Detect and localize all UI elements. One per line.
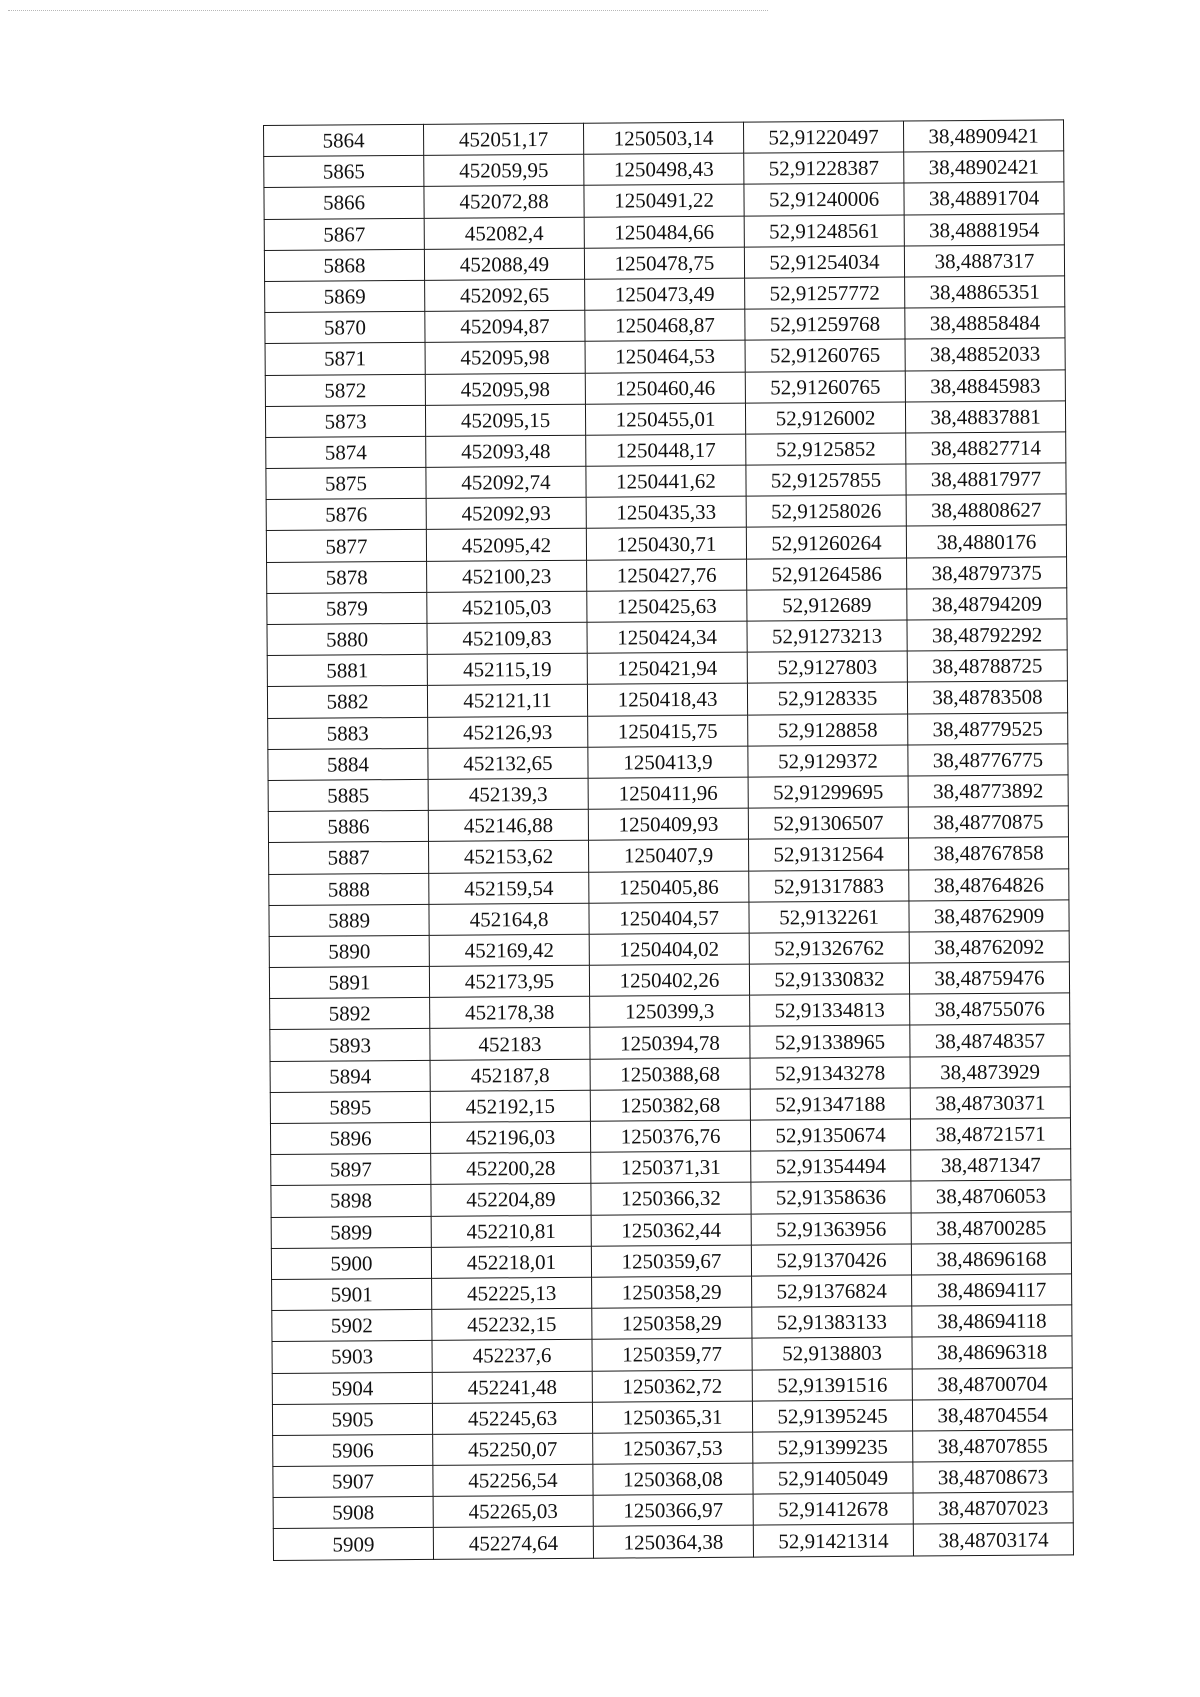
table-row (270, 1118, 1070, 1155)
y-coordinate-cell: 1250388,68 (590, 1058, 750, 1090)
y-coordinate-cell: 1250362,44 (591, 1214, 751, 1246)
point-number-cell: 5895 (270, 1091, 430, 1123)
x-coordinate-cell: 452088,49 (424, 248, 584, 280)
latitude-cell: 52,91306507 (748, 807, 908, 839)
latitude-cell: 52,91326762 (749, 932, 909, 964)
table-row (264, 120, 1064, 157)
y-coordinate-cell: 1250358,29 (592, 1276, 752, 1308)
longitude-cell: 38,48762909 (909, 900, 1069, 932)
x-coordinate-cell: 452225,13 (432, 1277, 592, 1309)
y-coordinate-cell: 1250411,96 (588, 777, 748, 809)
point-number-cell: 5879 (267, 592, 427, 624)
y-coordinate-cell: 1250448,17 (586, 434, 746, 466)
y-coordinate-cell: 1250468,87 (585, 309, 745, 341)
x-coordinate-cell: 452109,83 (427, 622, 587, 654)
latitude-cell: 52,91259768 (745, 308, 905, 340)
point-number-cell: 5888 (269, 873, 429, 905)
point-number-cell: 5871 (265, 343, 425, 375)
y-coordinate-cell: 1250418,43 (587, 684, 747, 716)
longitude-cell: 38,48770875 (908, 806, 1068, 838)
latitude-cell: 52,912689 (747, 589, 907, 621)
longitude-cell: 38,48704554 (912, 1399, 1072, 1431)
latitude-cell: 52,91228387 (744, 152, 904, 184)
x-coordinate-cell: 452146,88 (428, 809, 588, 841)
table-row (269, 900, 1069, 937)
point-number-cell: 5875 (266, 467, 426, 499)
longitude-cell: 38,48700285 (911, 1211, 1071, 1243)
x-coordinate-cell: 452256,54 (433, 1464, 593, 1496)
y-coordinate-cell: 1250415,75 (588, 715, 748, 747)
point-number-cell: 5887 (269, 842, 429, 874)
coordinates-table (263, 119, 1074, 1560)
latitude-cell: 52,91258026 (746, 495, 906, 527)
table-row (270, 1056, 1070, 1093)
latitude-cell: 52,9128858 (748, 714, 908, 746)
longitude-cell: 38,48881954 (904, 213, 1064, 245)
x-coordinate-cell: 452105,03 (427, 591, 587, 623)
longitude-cell: 38,48779525 (908, 712, 1068, 744)
table-row (269, 837, 1069, 874)
y-coordinate-cell: 1250503,14 (583, 122, 743, 154)
latitude-cell: 52,91334813 (750, 994, 910, 1026)
y-coordinate-cell: 1250399,3 (590, 995, 750, 1027)
coordinates-table-body (264, 120, 1074, 1560)
point-number-cell: 5896 (270, 1122, 430, 1154)
table-row (268, 806, 1068, 843)
longitude-cell: 38,48707855 (913, 1430, 1073, 1462)
latitude-cell: 52,9132261 (749, 901, 909, 933)
point-number-cell: 5876 (266, 499, 426, 531)
latitude-cell: 52,91257772 (745, 277, 905, 309)
longitude-cell: 38,48788725 (907, 650, 1067, 682)
table-row (267, 650, 1067, 687)
y-coordinate-cell: 1250473,49 (585, 278, 745, 310)
longitude-cell: 38,48755076 (910, 993, 1070, 1025)
y-coordinate-cell: 1250409,93 (588, 808, 748, 840)
latitude-cell: 52,9129372 (748, 745, 908, 777)
x-coordinate-cell: 452192,15 (430, 1090, 590, 1122)
longitude-cell: 38,4880176 (906, 525, 1066, 557)
x-coordinate-cell: 452159,54 (429, 872, 589, 904)
longitude-cell: 38,4871347 (911, 1149, 1071, 1181)
longitude-cell: 38,48902421 (904, 151, 1064, 183)
latitude-cell: 52,91354494 (751, 1150, 911, 1182)
table-row (264, 182, 1064, 219)
x-coordinate-cell: 452092,74 (426, 466, 586, 498)
x-coordinate-cell: 452132,65 (428, 747, 588, 779)
longitude-cell: 38,48703174 (913, 1523, 1073, 1555)
point-number-cell: 5866 (264, 187, 424, 219)
point-number-cell: 5864 (264, 124, 424, 156)
longitude-cell: 38,48845983 (905, 369, 1065, 401)
latitude-cell: 52,91412678 (753, 1493, 913, 1525)
y-coordinate-cell: 1250404,57 (589, 902, 749, 934)
y-coordinate-cell: 1250427,76 (587, 559, 747, 591)
longitude-cell: 38,48797375 (907, 557, 1067, 589)
longitude-cell: 38,48891704 (904, 182, 1064, 214)
scan-edge-line (8, 10, 768, 11)
y-coordinate-cell: 1250366,97 (593, 1494, 753, 1526)
longitude-cell: 38,48694118 (912, 1305, 1072, 1337)
longitude-cell: 38,48730371 (910, 1087, 1070, 1119)
point-number-cell: 5893 (270, 1029, 430, 1061)
y-coordinate-cell: 1250424,34 (587, 621, 747, 653)
longitude-cell: 38,48858484 (905, 307, 1065, 339)
point-number-cell: 5897 (271, 1154, 431, 1186)
y-coordinate-cell: 1250402,26 (589, 964, 749, 996)
y-coordinate-cell: 1250405,86 (589, 871, 749, 903)
point-number-cell: 5881 (267, 655, 427, 687)
table-row (273, 1492, 1073, 1529)
latitude-cell: 52,91220497 (743, 121, 903, 153)
y-coordinate-cell: 1250358,29 (592, 1307, 752, 1339)
longitude-cell: 38,4887317 (904, 245, 1064, 277)
x-coordinate-cell: 452095,42 (426, 529, 586, 561)
x-coordinate-cell: 452178,38 (430, 996, 590, 1028)
y-coordinate-cell: 1250368,08 (593, 1463, 753, 1495)
x-coordinate-cell: 452241,48 (432, 1371, 592, 1403)
table-row (265, 338, 1065, 375)
latitude-cell: 52,91421314 (753, 1524, 913, 1556)
x-coordinate-cell: 452187,8 (430, 1059, 590, 1091)
latitude-cell: 52,9138803 (752, 1337, 912, 1369)
point-number-cell: 5902 (272, 1309, 432, 1341)
y-coordinate-cell: 1250460,46 (585, 372, 745, 404)
latitude-cell: 52,91363956 (751, 1213, 911, 1245)
longitude-cell: 38,48706053 (911, 1180, 1071, 1212)
longitude-cell: 38,48909421 (903, 120, 1063, 152)
x-coordinate-cell: 452169,42 (429, 934, 589, 966)
longitude-cell: 38,48759476 (909, 962, 1069, 994)
point-number-cell: 5894 (270, 1060, 430, 1092)
longitude-cell: 38,48694117 (912, 1274, 1072, 1306)
y-coordinate-cell: 1250407,9 (589, 839, 749, 871)
y-coordinate-cell: 1250371,31 (591, 1151, 751, 1183)
point-number-cell: 5892 (270, 998, 430, 1030)
point-number-cell: 5865 (264, 156, 424, 188)
x-coordinate-cell: 452092,65 (425, 279, 585, 311)
latitude-cell: 52,91299695 (748, 776, 908, 808)
x-coordinate-cell: 452173,95 (429, 965, 589, 997)
longitude-cell: 38,48865351 (905, 276, 1065, 308)
y-coordinate-cell: 1250365,31 (592, 1401, 752, 1433)
point-number-cell: 5867 (264, 218, 424, 250)
y-coordinate-cell: 1250382,68 (590, 1089, 750, 1121)
point-number-cell: 5904 (272, 1372, 432, 1404)
point-number-cell: 5907 (273, 1465, 433, 1497)
x-coordinate-cell: 452139,3 (428, 778, 588, 810)
y-coordinate-cell: 1250491,22 (584, 185, 744, 217)
latitude-cell: 52,91248561 (744, 215, 904, 247)
point-number-cell: 5872 (265, 374, 425, 406)
point-number-cell: 5909 (273, 1528, 433, 1560)
longitude-cell: 38,48837881 (905, 401, 1065, 433)
longitude-cell: 38,48748357 (910, 1024, 1070, 1056)
y-coordinate-cell: 1250498,43 (584, 153, 744, 185)
latitude-cell: 52,9125852 (746, 433, 906, 465)
latitude-cell: 52,91260765 (745, 339, 905, 371)
latitude-cell: 52,91358636 (751, 1181, 911, 1213)
y-coordinate-cell: 1250455,01 (585, 403, 745, 435)
point-number-cell: 5890 (269, 935, 429, 967)
latitude-cell: 52,91240006 (744, 183, 904, 215)
y-coordinate-cell: 1250404,02 (589, 933, 749, 965)
table-row (268, 744, 1068, 781)
table-row (270, 1087, 1070, 1124)
x-coordinate-cell: 452237,6 (432, 1340, 592, 1372)
y-coordinate-cell: 1250435,33 (586, 496, 746, 528)
table-row (268, 775, 1068, 812)
table-row (267, 681, 1067, 718)
table-row (264, 151, 1064, 188)
table-row (265, 307, 1065, 344)
x-coordinate-cell: 452200,28 (431, 1152, 591, 1184)
table-row (270, 993, 1070, 1030)
point-number-cell: 5891 (269, 966, 429, 998)
longitude-cell: 38,48808627 (906, 494, 1066, 526)
x-coordinate-cell: 452153,62 (429, 841, 589, 873)
latitude-cell: 52,91391516 (752, 1368, 912, 1400)
point-number-cell: 5880 (267, 623, 427, 655)
y-coordinate-cell: 1250484,66 (584, 216, 744, 248)
table-row (264, 213, 1064, 250)
x-coordinate-cell: 452093,48 (426, 435, 586, 467)
y-coordinate-cell: 1250364,38 (593, 1526, 753, 1558)
point-number-cell: 5889 (269, 904, 429, 936)
longitude-cell: 38,48700704 (912, 1367, 1072, 1399)
x-coordinate-cell: 452100,23 (427, 560, 587, 592)
x-coordinate-cell: 452164,8 (429, 903, 589, 935)
y-coordinate-cell: 1250430,71 (586, 528, 746, 560)
table-row (266, 432, 1066, 469)
latitude-cell: 52,91383133 (752, 1306, 912, 1338)
longitude-cell: 38,48827714 (906, 432, 1066, 464)
table-row (267, 619, 1067, 656)
table-row (266, 494, 1066, 531)
table-row (270, 1024, 1070, 1061)
latitude-cell: 52,91330832 (749, 963, 909, 995)
x-coordinate-cell: 452059,95 (424, 154, 584, 186)
longitude-cell: 38,48783508 (907, 681, 1067, 713)
latitude-cell: 52,91260765 (745, 371, 905, 403)
y-coordinate-cell: 1250376,76 (590, 1120, 750, 1152)
x-coordinate-cell: 452126,93 (428, 716, 588, 748)
x-coordinate-cell: 452095,98 (425, 342, 585, 374)
longitude-cell: 38,48792292 (907, 619, 1067, 651)
latitude-cell: 52,91260264 (746, 526, 906, 558)
point-number-cell: 5899 (271, 1216, 431, 1248)
x-coordinate-cell: 452232,15 (432, 1308, 592, 1340)
y-coordinate-cell: 1250478,75 (584, 247, 744, 279)
table-row (271, 1243, 1071, 1280)
y-coordinate-cell: 1250421,94 (587, 652, 747, 684)
table-row (271, 1149, 1071, 1186)
latitude-cell: 52,91343278 (750, 1057, 910, 1089)
point-number-cell: 5882 (267, 686, 427, 718)
point-number-cell: 5903 (272, 1341, 432, 1373)
longitude-cell: 38,48721571 (910, 1118, 1070, 1150)
table-row (264, 245, 1064, 282)
latitude-cell: 52,91399235 (753, 1431, 913, 1463)
y-coordinate-cell: 1250413,9 (588, 746, 748, 778)
point-number-cell: 5869 (265, 280, 425, 312)
x-coordinate-cell: 452196,03 (430, 1121, 590, 1153)
point-number-cell: 5883 (268, 717, 428, 749)
point-number-cell: 5905 (272, 1403, 432, 1435)
table-row (272, 1399, 1072, 1436)
x-coordinate-cell: 452094,87 (425, 310, 585, 342)
x-coordinate-cell: 452245,63 (432, 1402, 592, 1434)
latitude-cell: 52,91257855 (746, 464, 906, 496)
x-coordinate-cell: 452082,4 (424, 217, 584, 249)
latitude-cell: 52,9126002 (745, 402, 905, 434)
longitude-cell: 38,48817977 (906, 463, 1066, 495)
table-row (266, 525, 1066, 562)
point-number-cell: 5898 (271, 1185, 431, 1217)
point-number-cell: 5877 (266, 530, 426, 562)
x-coordinate-cell: 452095,98 (425, 373, 585, 405)
longitude-cell: 38,48852033 (905, 338, 1065, 370)
table-row (272, 1305, 1072, 1342)
longitude-cell: 38,48708673 (913, 1461, 1073, 1493)
x-coordinate-cell: 452274,64 (433, 1527, 593, 1559)
document-page (263, 119, 1073, 1560)
table-row (265, 401, 1065, 438)
table-row (272, 1367, 1072, 1404)
x-coordinate-cell: 452051,17 (423, 123, 583, 155)
point-number-cell: 5886 (268, 810, 428, 842)
point-number-cell: 5885 (268, 779, 428, 811)
latitude-cell: 52,91350674 (750, 1119, 910, 1151)
table-row (271, 1180, 1071, 1217)
longitude-cell: 38,48696168 (911, 1243, 1071, 1275)
table-row (272, 1336, 1072, 1373)
point-number-cell: 5908 (273, 1497, 433, 1529)
point-number-cell: 5901 (272, 1278, 432, 1310)
x-coordinate-cell: 452183 (430, 1028, 590, 1060)
latitude-cell: 52,91338965 (750, 1025, 910, 1057)
latitude-cell: 52,91273213 (747, 620, 907, 652)
latitude-cell: 52,9128335 (747, 682, 907, 714)
longitude-cell: 38,48764826 (909, 868, 1069, 900)
x-coordinate-cell: 452095,15 (425, 404, 585, 436)
point-number-cell: 5874 (266, 436, 426, 468)
latitude-cell: 52,91317883 (749, 870, 909, 902)
latitude-cell: 52,91254034 (744, 246, 904, 278)
longitude-cell: 38,48696318 (912, 1336, 1072, 1368)
x-coordinate-cell: 452250,07 (433, 1433, 593, 1465)
y-coordinate-cell: 1250362,72 (592, 1370, 752, 1402)
x-coordinate-cell: 452218,01 (431, 1246, 591, 1278)
x-coordinate-cell: 452121,11 (427, 685, 587, 717)
latitude-cell: 52,91376824 (752, 1275, 912, 1307)
table-row (269, 868, 1069, 905)
y-coordinate-cell: 1250394,78 (590, 1027, 750, 1059)
latitude-cell: 52,91370426 (751, 1244, 911, 1276)
x-coordinate-cell: 452072,88 (424, 186, 584, 218)
longitude-cell: 38,48773892 (908, 775, 1068, 807)
longitude-cell: 38,4873929 (910, 1056, 1070, 1088)
x-coordinate-cell: 452204,89 (431, 1184, 591, 1216)
x-coordinate-cell: 452210,81 (431, 1215, 591, 1247)
y-coordinate-cell: 1250441,62 (586, 465, 746, 497)
latitude-cell: 52,91264586 (747, 558, 907, 590)
y-coordinate-cell: 1250464,53 (585, 340, 745, 372)
table-row (273, 1523, 1073, 1560)
x-coordinate-cell: 452092,93 (426, 498, 586, 530)
longitude-cell: 38,48707023 (913, 1492, 1073, 1524)
table-row (273, 1430, 1073, 1467)
y-coordinate-cell: 1250425,63 (587, 590, 747, 622)
point-number-cell: 5868 (264, 249, 424, 281)
point-number-cell: 5873 (265, 405, 425, 437)
table-row (266, 463, 1066, 500)
latitude-cell: 52,91395245 (752, 1400, 912, 1432)
latitude-cell: 52,9127803 (747, 651, 907, 683)
point-number-cell: 5884 (268, 748, 428, 780)
point-number-cell: 5906 (273, 1434, 433, 1466)
table-row (268, 712, 1068, 749)
y-coordinate-cell: 1250367,53 (593, 1432, 753, 1464)
table-row (269, 962, 1069, 999)
table-row (271, 1211, 1071, 1248)
point-number-cell: 5900 (271, 1247, 431, 1279)
table-row (265, 276, 1065, 313)
point-number-cell: 5878 (267, 561, 427, 593)
longitude-cell: 38,48762092 (909, 931, 1069, 963)
y-coordinate-cell: 1250359,67 (591, 1245, 751, 1277)
point-number-cell: 5870 (265, 311, 425, 343)
longitude-cell: 38,48794209 (907, 588, 1067, 620)
table-row (272, 1274, 1072, 1311)
latitude-cell: 52,91405049 (753, 1462, 913, 1494)
y-coordinate-cell: 1250359,77 (592, 1338, 752, 1370)
longitude-cell: 38,48776775 (908, 744, 1068, 776)
table-row (265, 369, 1065, 406)
table-row (267, 588, 1067, 625)
table-row (267, 557, 1067, 594)
x-coordinate-cell: 452265,03 (433, 1495, 593, 1527)
table-row (273, 1461, 1073, 1498)
longitude-cell: 38,48767858 (908, 837, 1068, 869)
y-coordinate-cell: 1250366,32 (591, 1182, 751, 1214)
x-coordinate-cell: 452115,19 (427, 653, 587, 685)
table-row (269, 931, 1069, 968)
latitude-cell: 52,91347188 (750, 1088, 910, 1120)
latitude-cell: 52,91312564 (748, 838, 908, 870)
